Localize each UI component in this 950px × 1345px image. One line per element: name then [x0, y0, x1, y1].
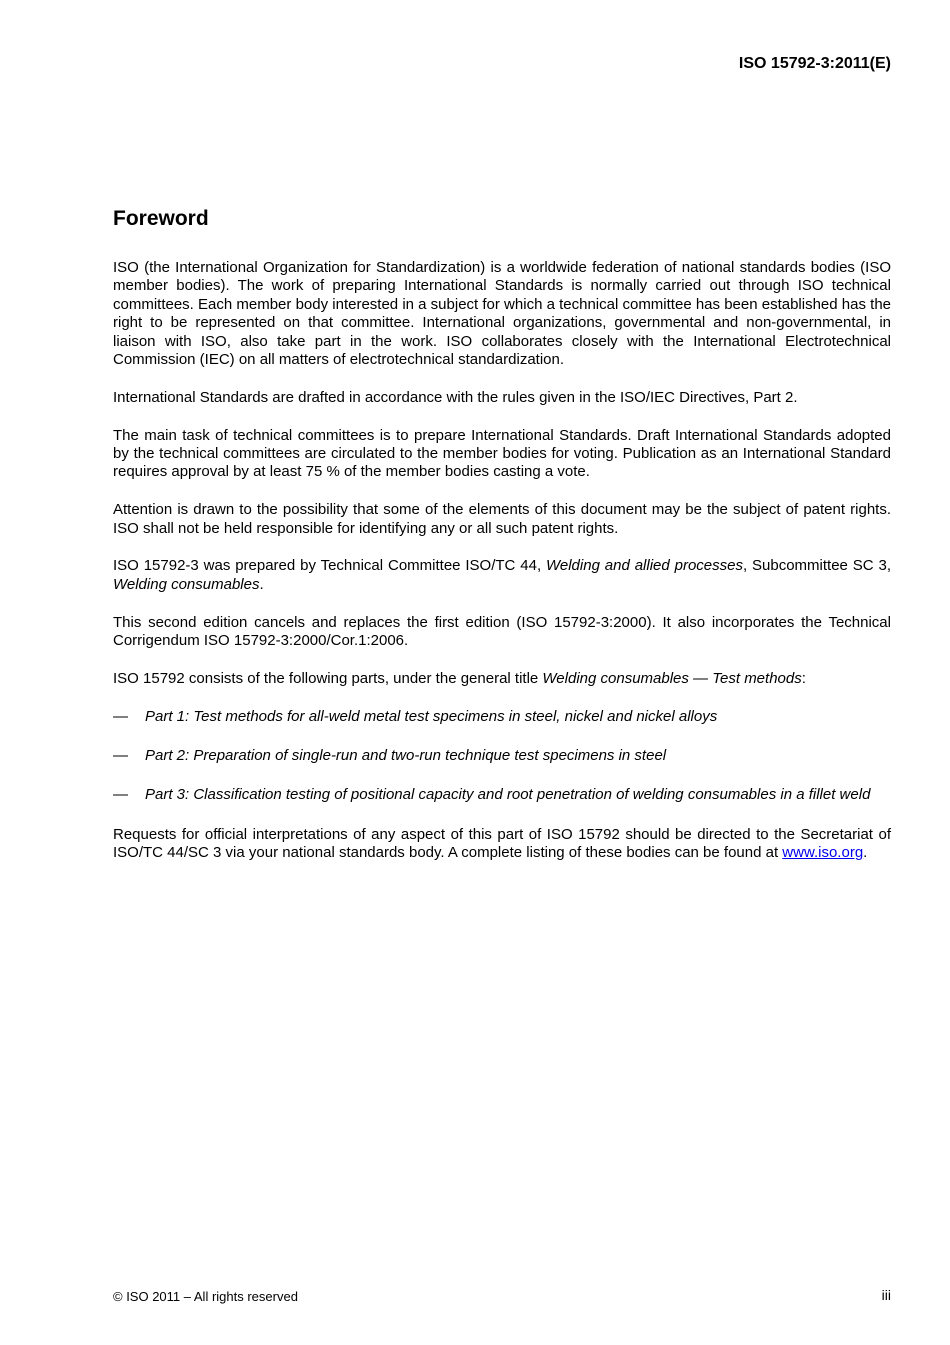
- prepared-subcommittee-title: Welding consumables: [113, 575, 260, 593]
- prepared-text-3: .: [259, 575, 264, 593]
- parts-list: [113, 708, 891, 805]
- paragraph-edition: This second edition cancels and replaces the first edition (ISO 15792-3:2000). It also incorporates the Technical Corrigendum ISO 15792-3:2000/Cor.1:2006.: [113, 613, 891, 650]
- list-dash: —: [113, 786, 128, 804]
- requests-text-2: .: [863, 844, 868, 862]
- footer-copyright: © ISO 2011 – All rights reserved: [113, 1289, 298, 1304]
- list-dash: —: [113, 707, 128, 725]
- prepared-text-2: , Subcommittee SC 3,: [742, 557, 892, 575]
- part-1-title: Part 1: Test methods for all-weld metal test specimens in steel, nickel and nickel alloys: [145, 707, 718, 725]
- paragraph-patent: Attention is drawn to the possibility that some of the elements of this document may be the subject of patent rights. ISO shall not be held responsible for identifying any or all such patent rights.: [113, 501, 891, 537]
- list-item: [113, 786, 891, 804]
- paragraph-requests: [113, 826, 891, 863]
- paragraph-directives: International Standards are drafted in accordance with the rules given in the ISO/IEC Directives, Part 2.: [113, 388, 798, 406]
- prepared-committee-title: Welding and allied processes: [546, 557, 743, 575]
- requests-text-1: Requests for official interpretations of any aspect of this part of ISO 15792 should be directed to the Secretariat of ISO/TC 44/SC 3 via your national standards body. A complete listing of these bodies can be found at: [113, 825, 891, 862]
- part-3-title: Part 3: Classification testing of positional capacity and root penetration of welding consumables in a fillet weld: [145, 786, 871, 804]
- paragraph-main-task: The main task of technical committees is to prepare International Standards. Draft International Standards adopted by the technical committees are circulated to the member bodies for voting. Publication as an International Standard requires approval by at least 75 % of the member bodies casting a vote.: [113, 426, 891, 481]
- parts-intro-text-2: :: [801, 669, 806, 687]
- iso-website-link[interactable]: www.iso.org: [782, 844, 864, 862]
- paragraph-prepared-by: [113, 557, 891, 594]
- page-title: Foreword: [113, 207, 209, 230]
- paragraph-parts-intro: [113, 670, 891, 688]
- paragraph-iso-overview: ISO (the International Organization for Standardization) is a worldwide federation of national standards bodies (ISO member bodies). The work of preparing International Standards is normally carried out through ISO technical committees. Each member body interested in a subject for which a technical committee has been established has the right to be represented on that committee. International organizations, governmental and non-governmental, in liaison with ISO, also take part in the work. ISO collaborates closely with the International Electrotechnical Commission (IEC) on all matters of electrotechnical standardization.: [113, 259, 891, 369]
- parts-intro-general-title: Welding consumables — Test methods: [542, 669, 802, 687]
- part-2-title: Part 2: Preparation of single-run and two-run technique test specimens in steel: [145, 747, 667, 765]
- parts-intro-text-1: ISO 15792 consists of the following parts, under the general title: [113, 669, 543, 687]
- list-dash: —: [113, 747, 128, 765]
- list-item: [113, 747, 891, 765]
- foreword-body: [113, 259, 891, 882]
- footer-page-number: iii: [881, 1287, 891, 1303]
- list-item: [113, 708, 891, 726]
- prepared-text-1: ISO 15792-3 was prepared by Technical Committee ISO/TC 44,: [113, 557, 546, 575]
- document-id: ISO 15792-3:2011(E): [738, 55, 891, 72]
